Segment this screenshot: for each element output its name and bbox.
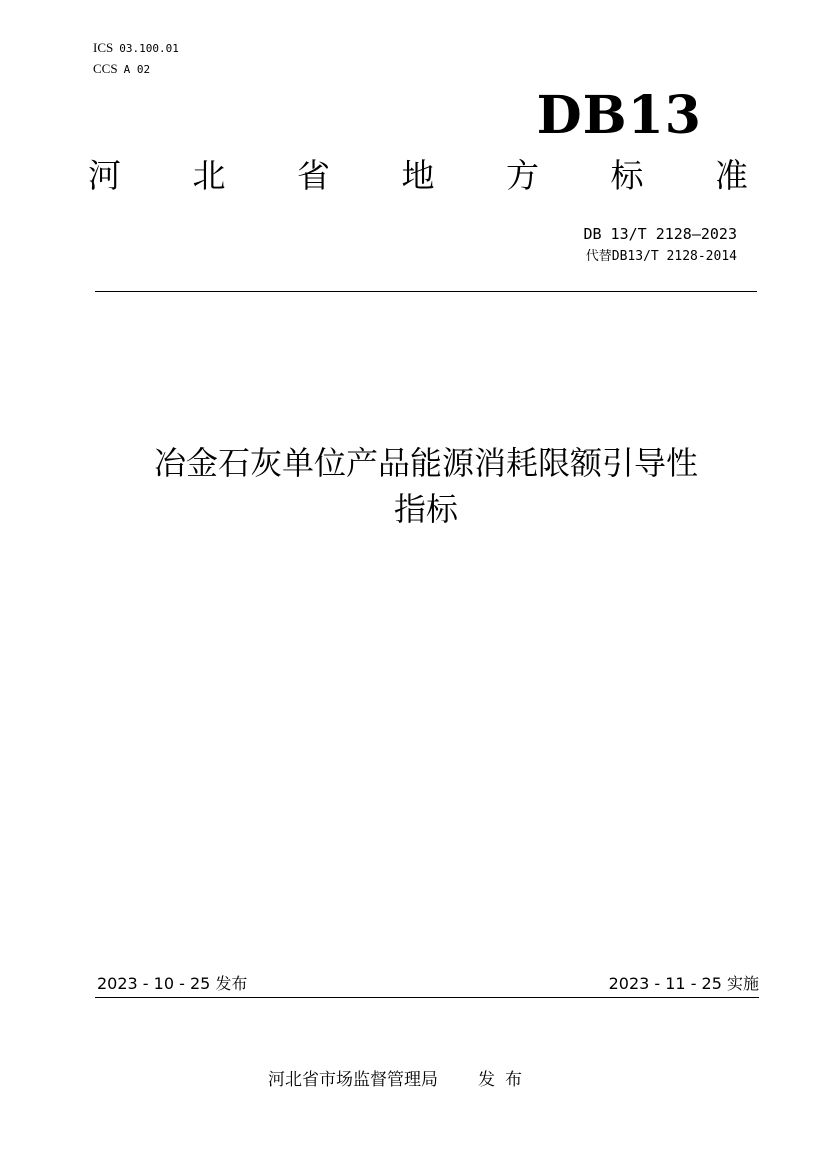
publish-date: 2023 - 10 - 25 发布 bbox=[97, 974, 248, 993]
standard-type-char: 方 bbox=[506, 156, 539, 195]
ics-label: ICS bbox=[93, 40, 114, 55]
title-line-2: 指标 bbox=[393, 490, 458, 528]
ccs-code bbox=[93, 61, 150, 78]
issuer-name: 河北省市场监督管理局 bbox=[268, 1070, 438, 1090]
replaces-standard: 代替DB13/T 2128-2014 bbox=[585, 249, 737, 264]
ics-code bbox=[93, 40, 179, 57]
standard-type-char: 河 bbox=[88, 156, 121, 195]
footer-divider bbox=[95, 997, 759, 998]
issue-action: 发布 bbox=[478, 1070, 532, 1090]
standard-number: DB 13/T 2128—2023 bbox=[583, 225, 737, 243]
title-line-1: 冶金石灰单位产品能源消耗限额引导性 bbox=[153, 444, 698, 482]
standard-type-char: 标 bbox=[610, 156, 644, 195]
implement-date: 2023 - 11 - 25 实施 bbox=[608, 974, 759, 993]
header-divider bbox=[95, 291, 757, 292]
standard-type-heading bbox=[88, 156, 748, 196]
ccs-value: A 02 bbox=[123, 63, 151, 76]
document-title bbox=[95, 440, 757, 532]
ccs-label: CCS bbox=[93, 61, 118, 76]
standard-type-char: 省 bbox=[297, 156, 330, 195]
db13-logo: DB13 bbox=[536, 85, 702, 146]
issuing-authority bbox=[268, 1069, 532, 1091]
standard-type-char: 地 bbox=[401, 156, 435, 195]
ics-value: 03.100.01 bbox=[119, 42, 179, 55]
standard-type-char: 北 bbox=[192, 156, 226, 195]
standard-type-char: 准 bbox=[715, 156, 748, 195]
